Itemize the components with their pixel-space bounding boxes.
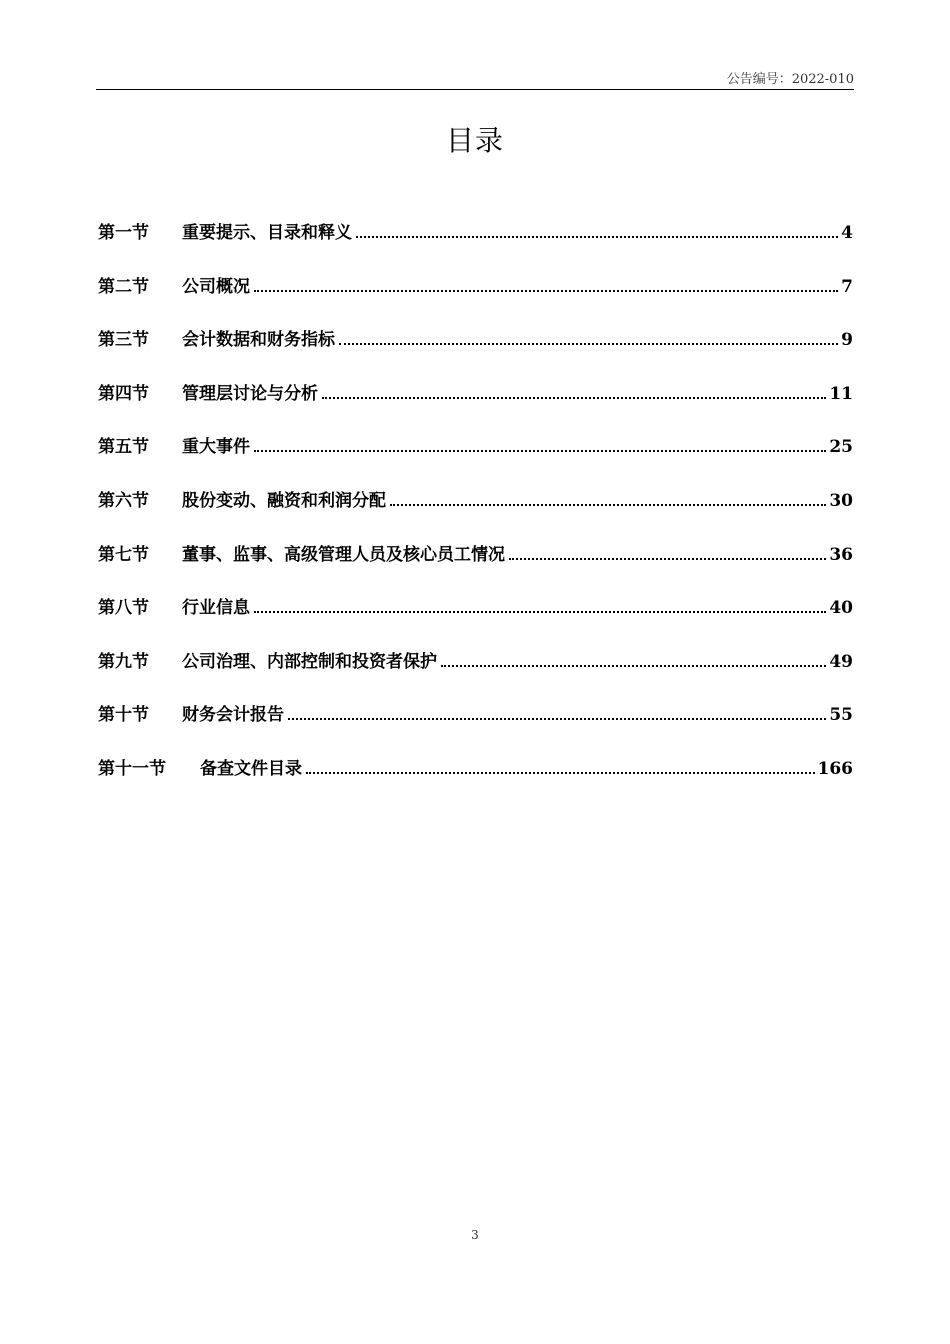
toc-entry-11[interactable] — [98, 754, 853, 808]
toc-entry-4[interactable] — [98, 379, 853, 433]
toc-entry-2[interactable] — [98, 272, 853, 326]
toc-section-number: 第十一节 — [98, 758, 166, 779]
table-of-contents — [98, 218, 853, 808]
toc-section-title: 股份变动、融资和利润分配 — [182, 490, 386, 511]
toc-dot-leader — [509, 558, 826, 560]
toc-dot-leader — [254, 450, 826, 452]
toc-page-number: 25 — [829, 437, 853, 458]
toc-section-title: 公司概况 — [182, 276, 250, 297]
header-rule — [96, 89, 854, 90]
toc-section-title: 行业信息 — [182, 598, 250, 619]
toc-page-number: 4 — [841, 223, 853, 243]
toc-page-number: 9 — [841, 330, 853, 351]
page-title: 目录 — [445, 124, 504, 157]
toc-page-number: 55 — [829, 705, 853, 726]
toc-section-number: 第三节 — [98, 330, 149, 351]
toc-page-number: 166 — [817, 758, 853, 779]
toc-section-title: 董事、监事、高级管理人员及核心员工情况 — [182, 544, 505, 565]
toc-entry-3[interactable] — [98, 325, 853, 379]
toc-dot-leader — [339, 343, 838, 345]
toc-dot-leader — [441, 665, 826, 667]
toc-page-number: 30 — [829, 490, 853, 511]
toc-section-title: 财务会计报告 — [182, 705, 284, 726]
toc-section-title: 备查文件目录 — [200, 758, 302, 779]
toc-dot-leader — [254, 611, 826, 613]
toc-dot-leader — [288, 718, 826, 720]
toc-section-number: 第四节 — [98, 383, 149, 404]
toc-section-number: 第七节 — [98, 544, 149, 565]
announcement-number: 公告编号：2022-010 — [726, 72, 854, 87]
toc-section-title: 公司治理、内部控制和投资者保护 — [182, 651, 437, 672]
toc-page-number: 49 — [829, 651, 853, 672]
toc-section-number: 第九节 — [98, 651, 149, 672]
toc-dot-leader — [306, 772, 815, 774]
toc-section-number: 第十节 — [98, 705, 149, 726]
toc-section-number: 第二节 — [98, 276, 149, 297]
toc-page-number: 40 — [829, 598, 853, 619]
toc-section-number: 第六节 — [98, 490, 149, 511]
toc-section-title: 管理层讨论与分析 — [182, 383, 318, 404]
toc-entry-7[interactable] — [98, 540, 853, 594]
toc-dot-leader — [356, 236, 838, 238]
toc-dot-leader — [322, 397, 826, 399]
toc-section-number: 第一节 — [98, 223, 149, 243]
toc-entry-1[interactable] — [98, 218, 853, 272]
toc-section-number: 第五节 — [98, 437, 149, 458]
toc-dot-leader — [390, 504, 826, 506]
toc-page-number: 7 — [841, 276, 853, 297]
toc-entry-10[interactable] — [98, 700, 853, 754]
toc-entry-6[interactable] — [98, 486, 853, 540]
toc-section-title: 重要提示、目录和释义 — [182, 223, 352, 243]
footer-page-number: 3 — [471, 1228, 479, 1242]
toc-entry-9[interactable] — [98, 647, 853, 701]
toc-page-number: 11 — [829, 383, 853, 404]
toc-section-title: 重大事件 — [182, 437, 250, 458]
toc-entry-8[interactable] — [98, 593, 853, 647]
toc-section-title: 会计数据和财务指标 — [182, 330, 335, 351]
toc-page-number: 36 — [829, 544, 853, 565]
toc-entry-5[interactable] — [98, 432, 853, 486]
toc-section-number: 第八节 — [98, 598, 149, 619]
toc-dot-leader — [254, 290, 838, 292]
